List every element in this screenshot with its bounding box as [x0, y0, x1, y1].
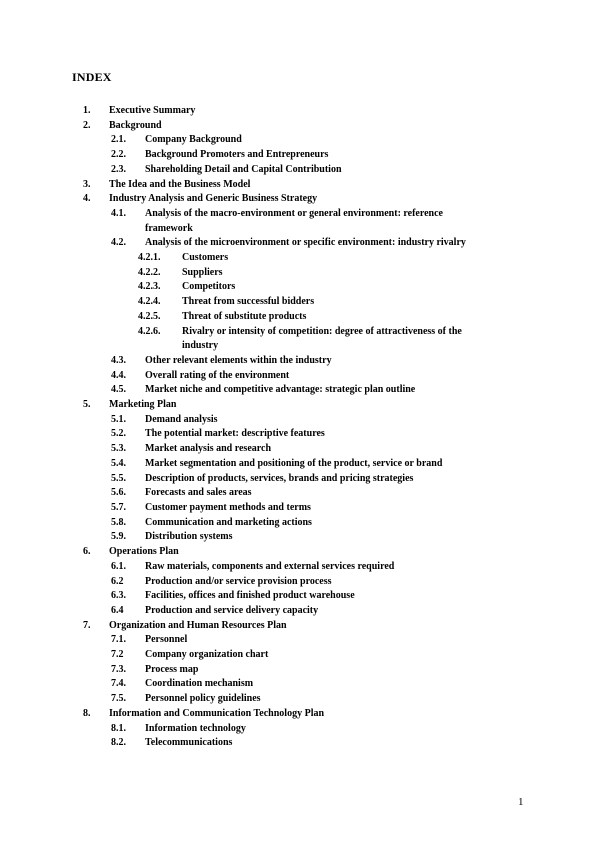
toc-entry-level-2 [0, 354, 600, 369]
toc-entry-level-1 [0, 619, 600, 634]
toc-entry-number: 6. [83, 546, 91, 558]
toc-entry-number: 5.8. [111, 516, 126, 528]
toc-entry-title: Distribution systems [145, 531, 233, 543]
toc-entry-number: 2. [83, 119, 91, 131]
toc-entry-level-2 [0, 207, 600, 236]
toc-entry-title: Production and service delivery capacity [145, 604, 319, 616]
toc-entry-number: 4.4. [111, 369, 126, 381]
toc-entry-level-2 [0, 692, 600, 707]
toc-entry-number: 2.3. [111, 163, 126, 175]
toc-entry-title: Operations Plan [109, 546, 179, 558]
toc-entry-level-1 [0, 398, 600, 413]
toc-entry-number: 7.5. [111, 693, 126, 705]
toc-entry-title: Description of products, services, brands and pricing strategies [145, 472, 414, 484]
toc-entry-number: 5.3. [111, 443, 126, 455]
toc-entry-level-1 [0, 707, 600, 722]
toc-entry-level-3 [0, 295, 600, 310]
toc-entry-level-2 [0, 383, 600, 398]
toc-entry-title: Customer payment methods and terms [145, 501, 311, 513]
toc-entry-title: Raw materials, components and external services required [145, 560, 395, 572]
toc-entry-level-2 [0, 589, 600, 604]
toc-entry-title: Shareholding Detail and Capital Contribution [145, 163, 342, 175]
toc-entry-title: Demand analysis [145, 413, 218, 425]
toc-entry-title: The Idea and the Business Model [109, 178, 251, 190]
toc-entry-number: 4.3. [111, 354, 126, 366]
toc-entry-number: 8. [83, 707, 91, 719]
toc-entry-number: 4.2.4. [138, 296, 161, 308]
toc-entry-title: Industry Analysis and Generic Business Strategy [109, 193, 318, 205]
toc-entry-title: Overall rating of the environment [145, 369, 290, 381]
toc-entry-number: 4.2.5. [138, 310, 161, 322]
toc-entry-title: Organization and Human Resources Plan [109, 619, 287, 631]
toc-entry-number: 4.2.1. [138, 252, 161, 264]
toc-entry-title: Analysis of the macro-environment or general environment: reference framework [145, 207, 443, 234]
toc-entry-level-1 [0, 192, 600, 207]
table-of-contents [0, 104, 600, 751]
toc-entry-title: Telecommunications [145, 737, 233, 749]
page-number: 1 [518, 796, 524, 808]
toc-entry-title: Forecasts and sales areas [145, 487, 252, 499]
toc-entry-level-2 [0, 427, 600, 442]
toc-entry-title: Coordination mechanism [145, 678, 254, 690]
toc-entry-title: Facilities, offices and finished product warehouse [145, 590, 355, 602]
toc-entry-level-2 [0, 633, 600, 648]
toc-entry-level-2 [0, 472, 600, 487]
toc-entry-level-3 [0, 266, 600, 281]
toc-entry-level-3 [0, 251, 600, 266]
toc-entry-number: 7.3. [111, 663, 126, 675]
toc-entry-number: 3. [83, 178, 91, 190]
index-title: INDEX [72, 70, 112, 84]
toc-entry-number: 8.1. [111, 722, 126, 734]
toc-entry-level-1 [0, 104, 600, 119]
toc-entry-number: 5.9. [111, 531, 126, 543]
toc-entry-title: Personnel [145, 634, 188, 646]
toc-entry-title: Market analysis and research [145, 443, 272, 455]
toc-entry-number: 2.1. [111, 134, 126, 146]
toc-entry-number: 7.2 [111, 649, 124, 661]
toc-entry-number: 5.6. [111, 487, 126, 499]
toc-entry-level-2 [0, 413, 600, 428]
toc-entry-number: 8.2. [111, 737, 126, 749]
toc-entry-level-2 [0, 501, 600, 516]
toc-entry-title: The potential market: descriptive features [145, 428, 325, 440]
toc-entry-title: Production and/or service provision process [145, 575, 332, 587]
toc-entry-title: Threat of substitute products [182, 310, 307, 322]
toc-entry-number: 4.2.6. [138, 325, 161, 337]
toc-entry-number: 4.2.3. [138, 281, 161, 293]
toc-entry-title: Background Promoters and Entrepreneurs [145, 149, 329, 161]
toc-entry-number: 7.4. [111, 678, 126, 690]
toc-entry-level-2 [0, 736, 600, 751]
toc-entry-number: 6.2 [111, 575, 124, 587]
toc-entry-level-3 [0, 280, 600, 295]
toc-entry-level-2 [0, 530, 600, 545]
toc-entry-title: Information and Communication Technology Plan [109, 707, 325, 719]
toc-entry-number: 4.5. [111, 384, 126, 396]
toc-entry-title: Customers [182, 252, 229, 264]
toc-entry-level-2 [0, 148, 600, 163]
toc-entry-level-2 [0, 369, 600, 384]
toc-entry-number: 1. [83, 105, 91, 116]
toc-entry-level-2 [0, 163, 600, 178]
toc-entry-level-2 [0, 663, 600, 678]
toc-entry-title: Market niche and competitive advantage: strategic plan outline [145, 384, 416, 396]
toc-entry-level-2 [0, 604, 600, 619]
toc-entry-number: 7.1. [111, 634, 126, 646]
toc-entry-number: 6.3. [111, 590, 126, 602]
toc-entry-level-2 [0, 677, 600, 692]
toc-entry-level-2 [0, 442, 600, 457]
toc-entry-level-1 [0, 119, 600, 134]
toc-entry-title: Company Background [145, 134, 242, 146]
toc-entry-level-2 [0, 648, 600, 663]
toc-entry-title: Communication and marketing actions [145, 516, 312, 528]
toc-entry-title: Analysis of the microenvironment or specific environment: industry rivalry [145, 237, 466, 249]
toc-entry-number: 4.2. [111, 237, 126, 249]
toc-entry-level-2 [0, 722, 600, 737]
toc-entry-title: Executive Summary [109, 105, 196, 116]
toc-entry-title: Competitors [182, 281, 236, 293]
toc-entry-title: Background [109, 119, 162, 131]
toc-entry-number: 5. [83, 399, 91, 411]
toc-entry-level-2 [0, 560, 600, 575]
toc-entry-number: 2.2. [111, 149, 126, 161]
toc-entry-title: Marketing Plan [109, 399, 177, 411]
toc-entry-number: 6.4 [111, 604, 124, 616]
toc-entry-title: Information technology [145, 722, 246, 734]
toc-entry-number: 5.4. [111, 457, 126, 469]
toc-entry-title: Market segmentation and positioning of the product, service or brand [145, 457, 443, 469]
toc-entry-level-3 [0, 310, 600, 325]
toc-entry-level-2 [0, 236, 600, 251]
toc-entry-number: 4.1. [111, 207, 126, 219]
toc-entry-title: Process map [145, 663, 199, 675]
toc-entry-number: 4.2.2. [138, 266, 161, 278]
toc-entry-number: 4. [83, 193, 91, 205]
toc-entry-level-2 [0, 575, 600, 590]
toc-entry-number: 6.1. [111, 560, 126, 572]
toc-entry-title: Rivalry or intensity of competition: degree of attractiveness of the industry [182, 325, 462, 352]
toc-entry-level-2 [0, 133, 600, 148]
toc-entry-number: 7. [83, 619, 91, 631]
toc-entry-title: Company organization chart [145, 649, 269, 661]
toc-entry-level-1 [0, 545, 600, 560]
toc-entry-level-2 [0, 457, 600, 472]
toc-entry-number: 5.2. [111, 428, 126, 440]
toc-entry-number: 5.7. [111, 501, 126, 513]
toc-entry-level-1 [0, 178, 600, 193]
toc-entry-level-2 [0, 486, 600, 501]
toc-entry-title: Threat from successful bidders [182, 296, 315, 308]
toc-entry-level-3 [0, 325, 600, 354]
toc-entry-level-2 [0, 516, 600, 531]
toc-entry-title: Personnel policy guidelines [145, 693, 261, 705]
toc-entry-title: Suppliers [182, 266, 223, 278]
toc-entry-number: 5.1. [111, 413, 126, 425]
toc-entry-title: Other relevant elements within the industry [145, 354, 332, 366]
toc-entry-number: 5.5. [111, 472, 126, 484]
